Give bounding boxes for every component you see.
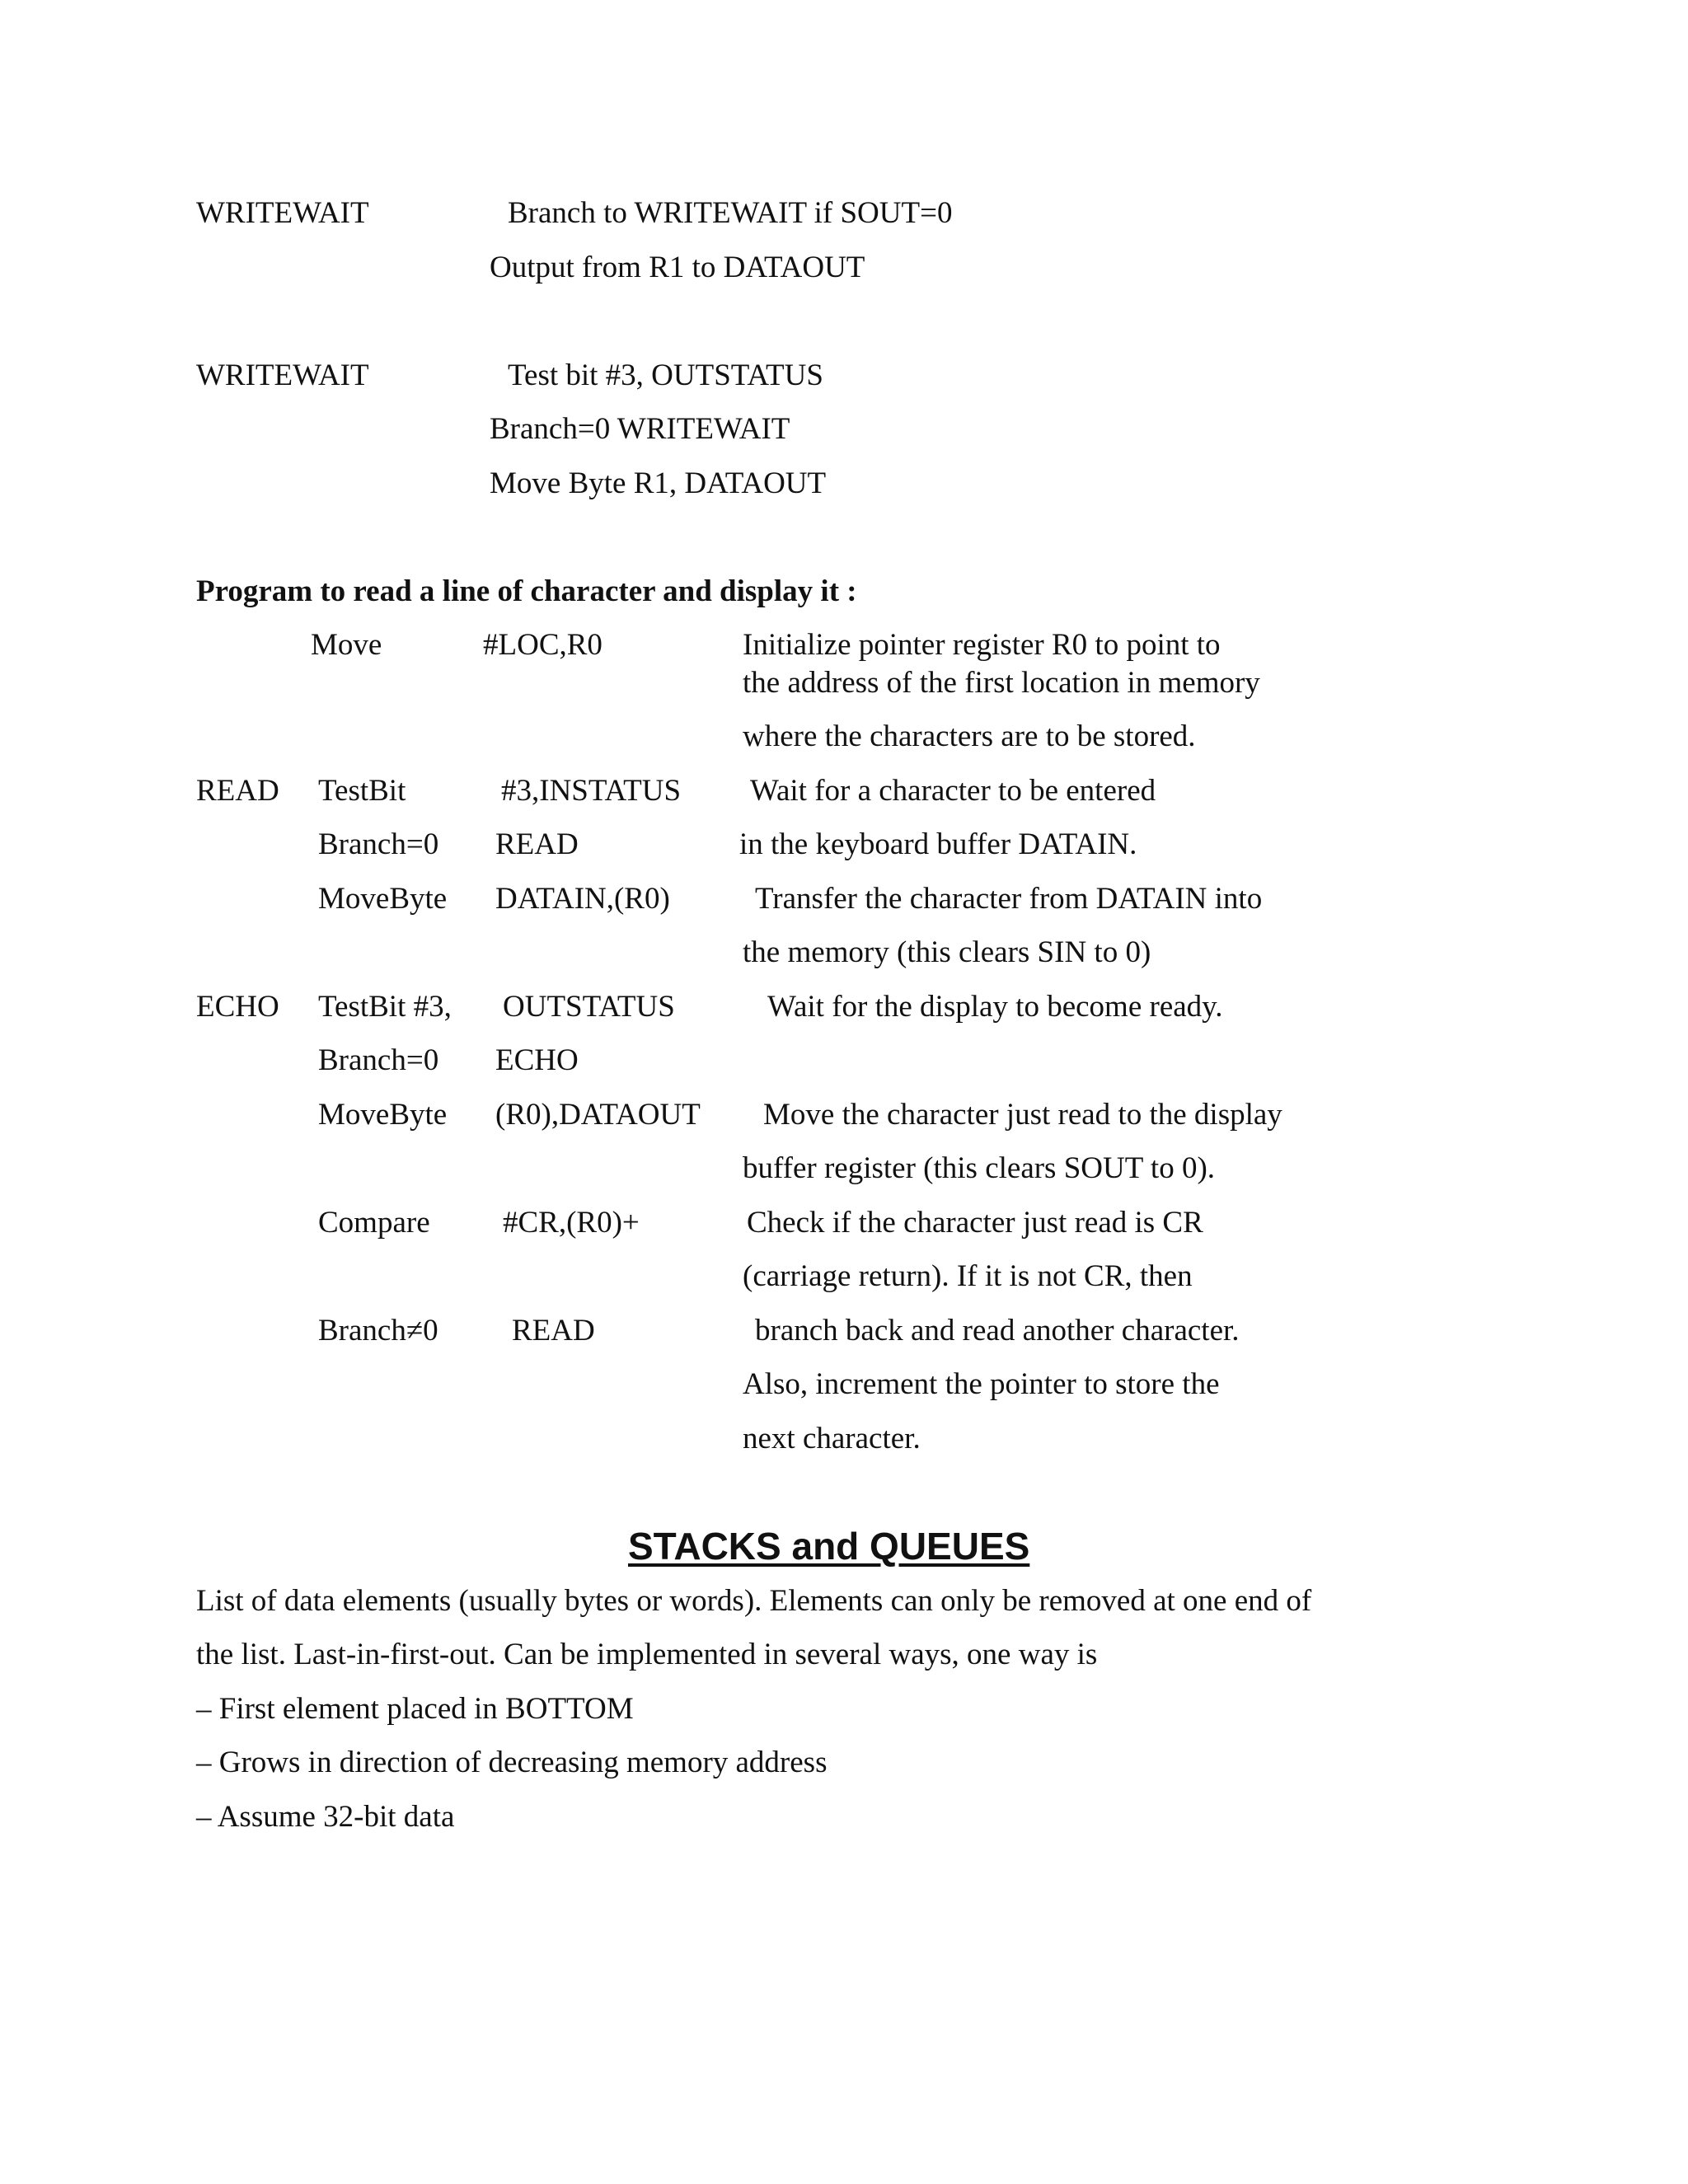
program-comment: Transfer the character from DATAIN into	[755, 882, 1263, 916]
program-operand: DATAIN,(R0)	[495, 882, 670, 916]
writewait-2-line-2: Branch=0 WRITEWAIT	[490, 412, 790, 446]
program-operand: OUTSTATUS	[503, 990, 675, 1024]
program-instr: Compare	[318, 1206, 430, 1240]
writewait-label-1: WRITEWAIT	[196, 196, 369, 230]
program-comment: in the keyboard buffer DATAIN.	[739, 827, 1137, 861]
program-comment: Initialize pointer register R0 to point to	[743, 628, 1221, 662]
program-instr: Branch=0	[318, 1043, 439, 1077]
program-instr: MoveByte	[318, 1098, 448, 1132]
program-comment: the memory (this clears SIN to 0)	[743, 935, 1151, 969]
program-instr: TestBit	[318, 774, 406, 808]
program-operand: READ	[512, 1314, 595, 1347]
program-operand: #CR,(R0)+	[503, 1206, 640, 1240]
program-instr: TestBit #3,	[318, 990, 452, 1024]
program-comment: branch back and read another character.	[755, 1314, 1240, 1347]
stacks-bullet: – First element placed in BOTTOM	[196, 1692, 634, 1726]
program-comment: Wait for the display to become ready.	[767, 990, 1223, 1024]
program-comment: next character.	[743, 1422, 921, 1455]
program-operand: READ	[495, 827, 579, 861]
writewait-1-line-2: Output from R1 to DATAOUT	[490, 251, 865, 284]
program-operand: (R0),DATAOUT	[495, 1098, 701, 1132]
program-operand: #3,INSTATUS	[501, 774, 682, 808]
stacks-bullet: – Assume 32-bit data	[196, 1800, 455, 1834]
program-label-echo: ECHO	[196, 990, 279, 1024]
program-instr: Move	[311, 628, 382, 662]
program-comment: (carriage return). If it is not CR, then	[743, 1259, 1193, 1293]
program-comment: Also, increment the pointer to store the	[743, 1367, 1220, 1401]
program-comment: Move the character just read to the display	[763, 1098, 1282, 1132]
writewait-1-line-1: Branch to WRITEWAIT if SOUT=0	[508, 196, 953, 230]
program-title: Program to read a line of character and display it :	[196, 574, 857, 608]
writewait-2-line-3: Move Byte R1, DATAOUT	[490, 466, 827, 500]
program-instr: Branch=0	[318, 827, 439, 861]
program-comment: buffer register (this clears SOUT to 0).	[743, 1151, 1216, 1185]
program-comment: the address of the first location in memory	[743, 666, 1260, 700]
writewait-2-line-1: Test bit #3, OUTSTATUS	[508, 359, 823, 392]
program-comment: Wait for a character to be entered	[750, 774, 1156, 808]
stacks-paragraph-line-2: the list. Last-in-first-out. Can be implemented in several ways, one way is	[196, 1638, 1098, 1671]
program-instr: Branch≠0	[318, 1314, 438, 1347]
program-comment: where the characters are to be stored.	[743, 719, 1196, 753]
program-comment: Check if the character just read is CR	[747, 1206, 1203, 1240]
program-operand: #LOC,R0	[483, 628, 603, 662]
program-label-read: READ	[196, 774, 279, 808]
section-heading-stacks-queues: STACKS and QUEUES	[628, 1525, 1030, 1568]
stacks-bullet: – Grows in direction of decreasing memory address	[196, 1746, 828, 1779]
program-operand: ECHO	[495, 1043, 579, 1077]
program-instr: MoveByte	[318, 882, 448, 916]
writewait-label-2: WRITEWAIT	[196, 359, 369, 392]
stacks-paragraph-line-1: List of data elements (usually bytes or words). Elements can only be removed at one end of	[196, 1584, 1312, 1618]
